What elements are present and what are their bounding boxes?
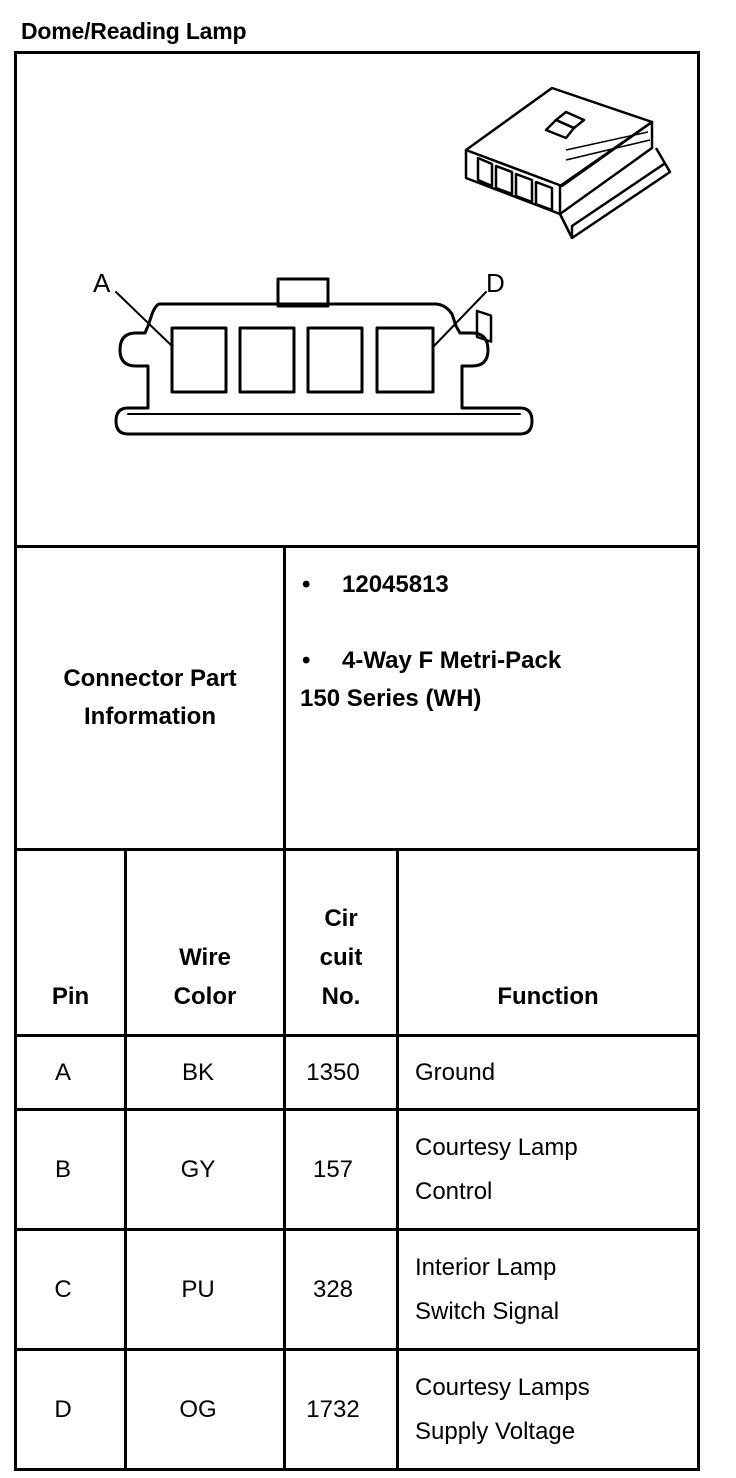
header-wire-color-line2: Color bbox=[173, 983, 237, 1010]
header-wire-color-line1: Wire bbox=[179, 944, 231, 971]
pin-cell: D bbox=[54, 1395, 72, 1423]
connector-latch bbox=[278, 279, 328, 306]
circuit-cell: 157 bbox=[312, 1155, 354, 1183]
circuit-cell: 1732 bbox=[306, 1395, 360, 1423]
wire-color-cell: GY bbox=[180, 1155, 216, 1183]
wire-color-cell: BK bbox=[181, 1058, 214, 1086]
header-circuit-line3: No. bbox=[321, 983, 361, 1010]
connector-info-list bbox=[300, 566, 690, 718]
function-cell bbox=[415, 1351, 695, 1468]
header-wire-color bbox=[127, 851, 283, 1016]
header-circuit-line2: cuit bbox=[319, 944, 363, 971]
function-line1: Ground bbox=[415, 1058, 496, 1086]
header-circuit-no bbox=[286, 851, 396, 1016]
bullet-icon: • bbox=[302, 647, 311, 674]
pin-label-a: A bbox=[93, 268, 111, 298]
description-line2: 150 Series (WH) bbox=[300, 685, 482, 712]
function-line1: Interior Lamp bbox=[415, 1253, 557, 1281]
bullet-icon: • bbox=[302, 571, 311, 598]
pin-cavity-c bbox=[308, 328, 362, 392]
function-line2: Switch Signal bbox=[415, 1297, 560, 1325]
function-cell bbox=[415, 1037, 695, 1108]
header-pin: Pin bbox=[51, 983, 90, 1010]
wire-color-cell: PU bbox=[181, 1275, 215, 1303]
function-line1: Courtesy Lamps bbox=[415, 1373, 590, 1401]
pin-cell: C bbox=[54, 1275, 72, 1303]
header-circuit-line1: Cir bbox=[324, 905, 358, 932]
function-cell bbox=[415, 1231, 695, 1348]
function-line1: Courtesy Lamp bbox=[415, 1133, 578, 1161]
description-item bbox=[300, 642, 690, 680]
pin-cell: A bbox=[54, 1058, 71, 1086]
part-number-item bbox=[300, 566, 690, 604]
pin-cavity-a bbox=[172, 328, 226, 392]
description-line1: 4-Way F Metri-Pack bbox=[342, 647, 562, 674]
function-cell bbox=[415, 1111, 695, 1228]
circuit-cell: 1350 bbox=[306, 1058, 360, 1086]
pin-cavity-b bbox=[240, 328, 294, 392]
pin-cavity-d bbox=[377, 328, 433, 392]
pin-label-d: D bbox=[486, 268, 505, 298]
connector-isometric-icon bbox=[466, 88, 670, 342]
part-number: 12045813 bbox=[342, 571, 449, 598]
circuit-cell: 328 bbox=[312, 1275, 354, 1303]
function-line2: Control bbox=[415, 1177, 493, 1205]
page-title: Dome/Reading Lamp bbox=[21, 18, 247, 44]
pin-cell: B bbox=[54, 1155, 71, 1183]
connector-info-label-line1: Connector Part bbox=[63, 665, 237, 692]
connector-info-label-line2: Information bbox=[83, 703, 216, 730]
wire-color-cell: OG bbox=[179, 1395, 217, 1423]
header-function: Function bbox=[497, 983, 599, 1010]
connector-info-label bbox=[17, 548, 283, 848]
function-line2: Supply Voltage bbox=[415, 1417, 576, 1445]
connector-diagram bbox=[0, 0, 736, 545]
